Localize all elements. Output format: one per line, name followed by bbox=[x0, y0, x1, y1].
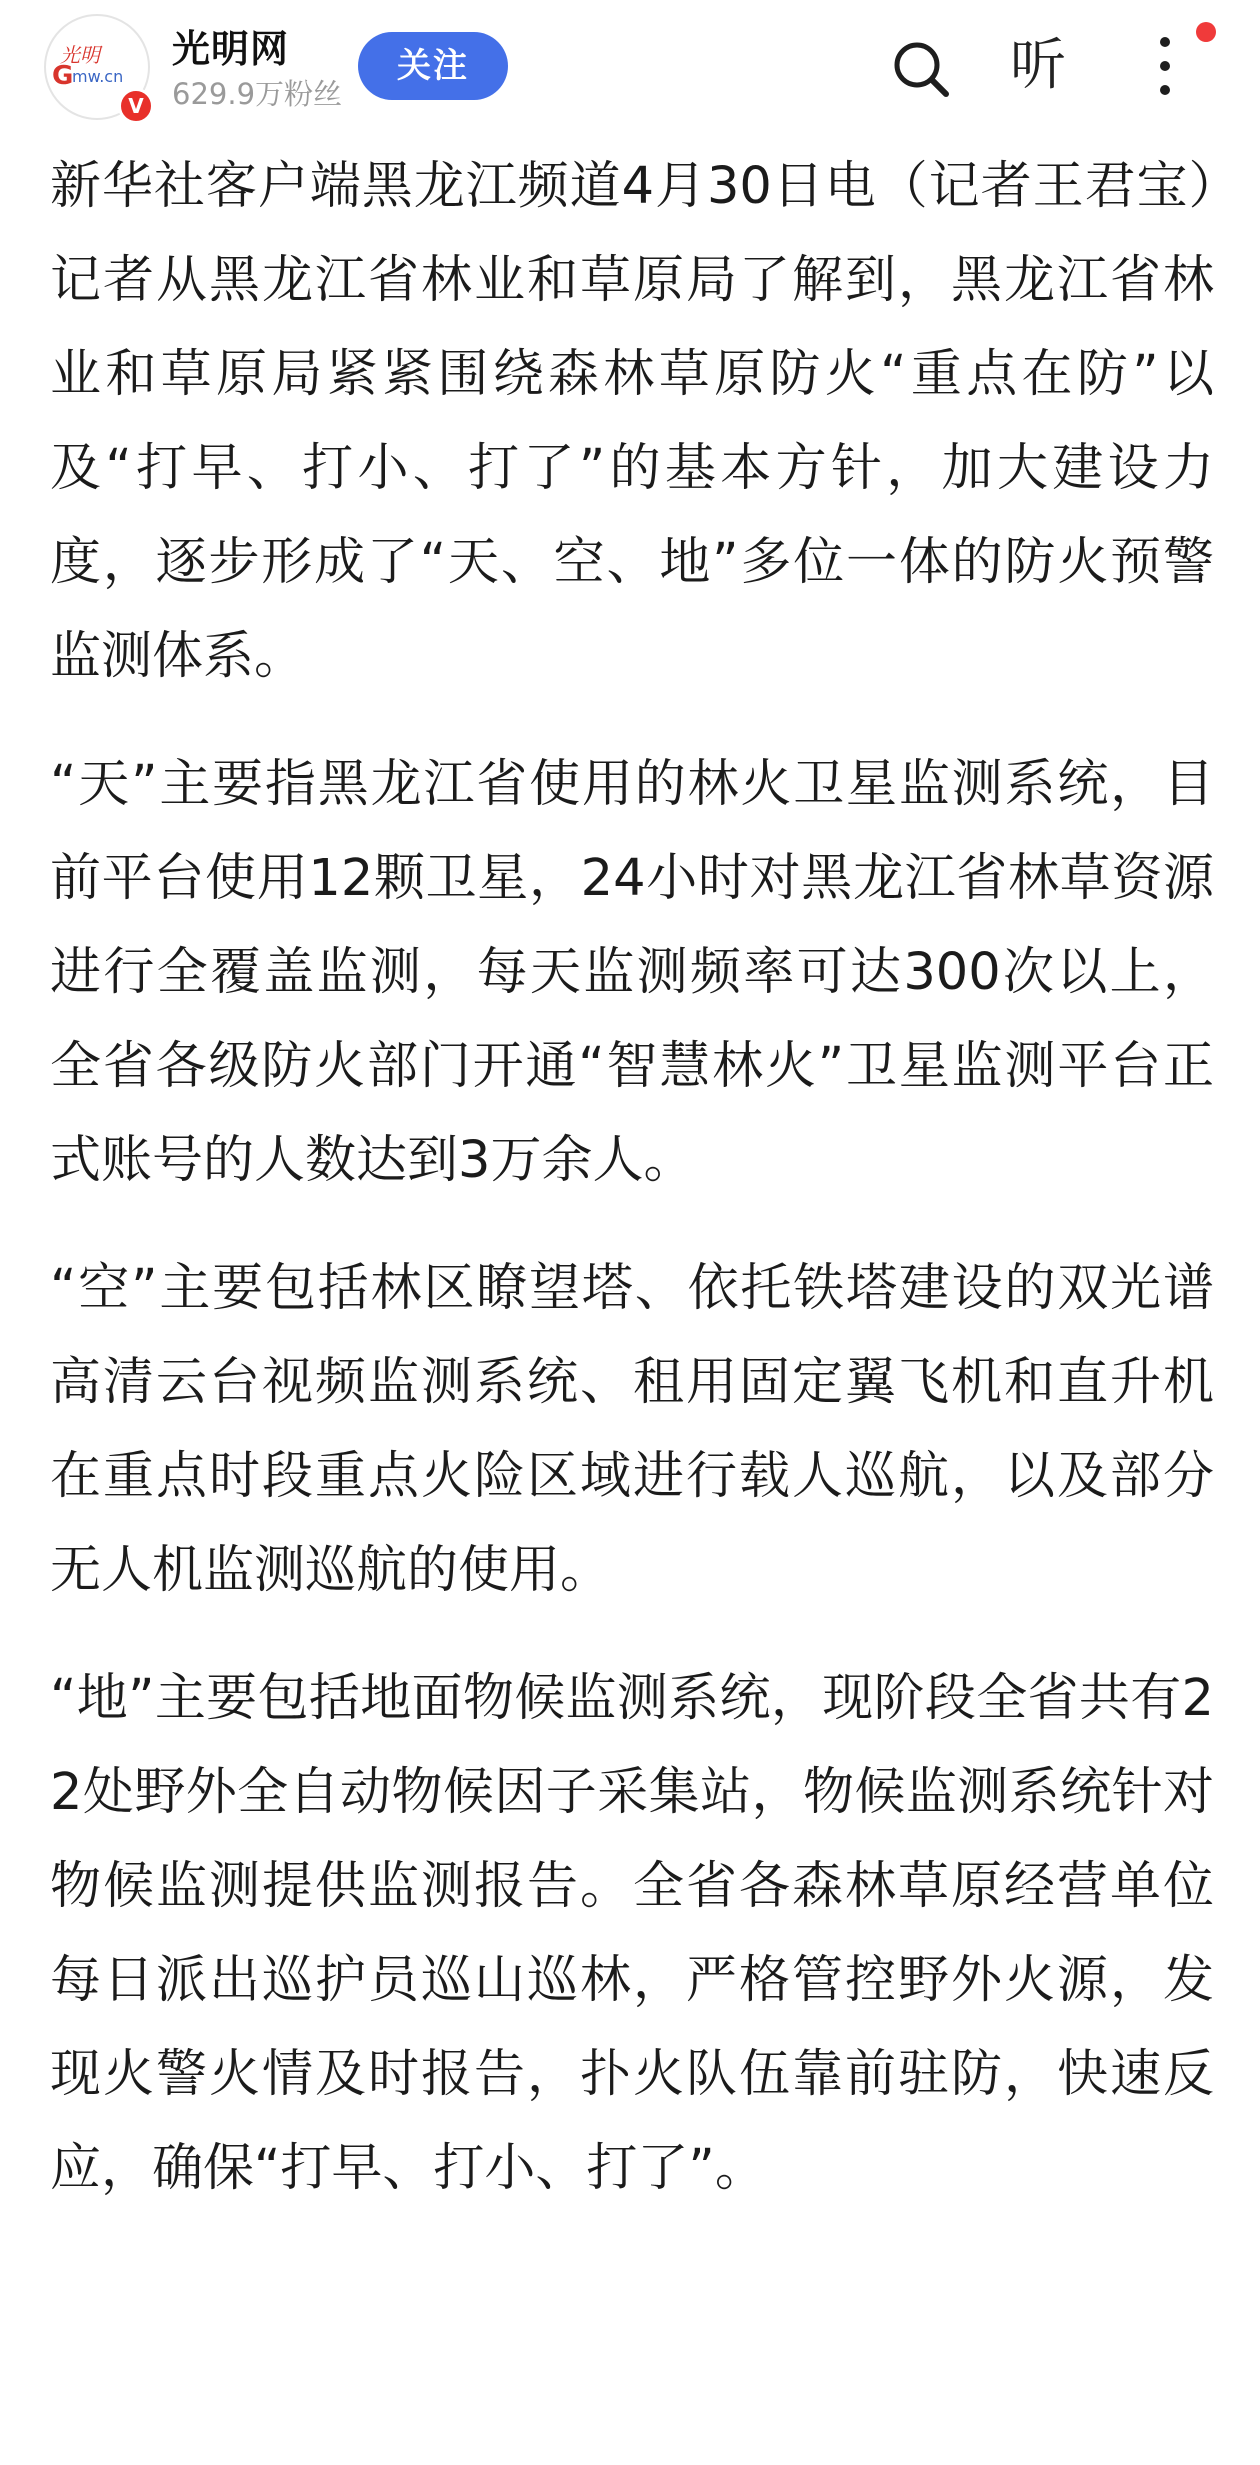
article-paragraph: “天”主要指黑龙江省使用的林火卫星监测系统，目前平台使用12颗卫星，24小时对黑龙江省林草资源进行全覆盖监测，每天监测频率可达300次以上，全省各级防火部门开通“智慧林火”卫星监测平台正式账号的人数达到3万余人。 bbox=[50, 755, 1214, 1190]
svg-text:光明: 光明 bbox=[60, 43, 100, 67]
author-name[interactable]: 光明网 bbox=[172, 27, 290, 71]
verified-badge-icon: V bbox=[118, 88, 154, 124]
follower-count: 629.9万粉丝 bbox=[172, 77, 343, 111]
follow-button[interactable]: 关注 bbox=[358, 32, 508, 100]
article-paragraph: 新华社客户端黑龙江频道4月30日电（记者王君宝）记者从黑龙江省林业和草原局了解到，黑龙江省林业和草原局紧紧围绕森林草原防火“重点在防”以及“打早、打小、打了”的基本方针，加大建设力度，逐步形成了“天、空、地”多位一体的防火预警监测体系。 bbox=[50, 157, 1214, 686]
top-bar bbox=[0, 0, 1260, 130]
article-body bbox=[50, 140, 1214, 2250]
listen-button[interactable]: 听 bbox=[1010, 33, 1066, 98]
more-vertical-icon[interactable] bbox=[1150, 30, 1180, 102]
article-paragraph: “地”主要包括地面物候监测系统，现阶段全省共有22处野外全自动物候因子采集站，物候监测系统针对物候监测提供监测报告。全省各森林草原经营单位每日派出巡护员巡山巡林，严格管控野外火源，发现火警火情及时报告，扑火队伍靠前驻防，快速反应，确保“打早、打小、打了”。 bbox=[50, 1669, 1214, 2198]
article-paragraph: “空”主要包括林区瞭望塔、依托铁塔建设的双光谱高清云台视频监测系统、租用固定翼飞机和直升机在重点时段重点火险区域进行载人巡航，以及部分无人机监测巡航的使用。 bbox=[50, 1259, 1214, 1600]
search-icon[interactable] bbox=[888, 36, 954, 102]
notification-dot bbox=[1196, 22, 1216, 42]
author-avatar[interactable] bbox=[44, 14, 150, 120]
svg-text:G: G bbox=[52, 61, 74, 91]
svg-text:mw.cn: mw.cn bbox=[72, 67, 124, 86]
gmw-logo-icon bbox=[52, 36, 142, 96]
